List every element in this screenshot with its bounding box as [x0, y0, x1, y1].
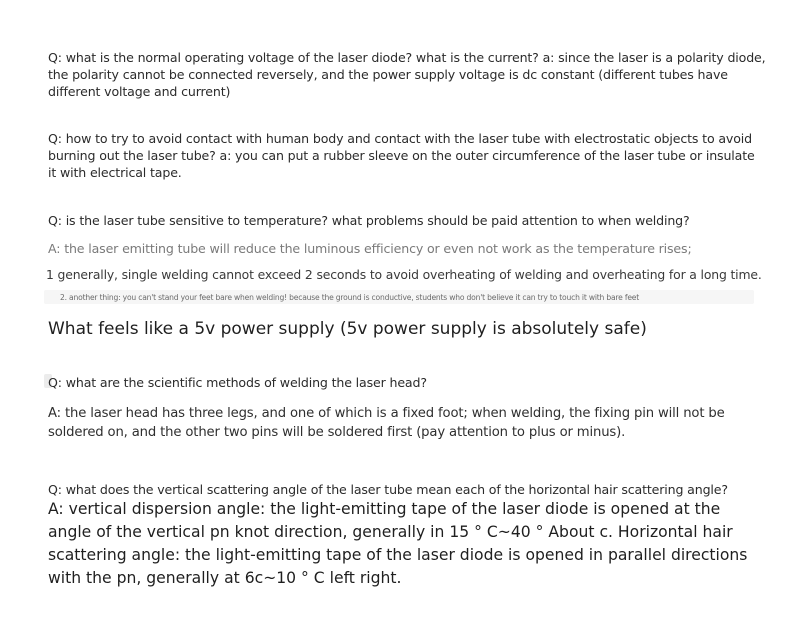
question-avoid-contact: Q: how to try to avoid contact with human body and contact with the laser tube with electrostatic objects to avoid burning out the laser tube? a: you can put a rubber sleeve on the outer circumference of the laser tube or insulate it with electrical tape.	[48, 131, 755, 180]
power-supply-statement: What feels like a 5v power supply (5v power supply is absolutely safe)	[48, 319, 647, 339]
answer-welding-methods: A: the laser head has three legs, and one of which is a fixed foot; when welding, the fixing pin will not be soldered on, and the other two pins will be soldered first (pay attention to plus or minus).	[48, 406, 725, 440]
answer-scattering-angle: A: vertical dispersion angle: the light-emitting tape of the laser diode is opened at the angle of the vertical pn knot direction, generally in 15 ° C~40 ° About c. Horizontal hair scattering angle: the light-emitting tape of the laser diode is opened in parallel directions with the pn, generally at 6c~10 ° C left right.	[48, 500, 748, 587]
question-operating-voltage: Q: what is the normal operating voltage of the laser diode? what is the current? a: since the laser is a polarity diode, the polarity cannot be connected reversely, and the power supply voltage is dc constant (different tubes have different voltage and current)	[48, 50, 766, 99]
note-welding-time: 1 generally, single welding cannot exceed 2 seconds to avoid overheating of welding and overheating for a long time.	[46, 267, 762, 282]
question-scattering-angle: Q: what does the vertical scattering angle of the laser tube mean each of the horizontal hair scattering angle?	[48, 482, 728, 497]
question-welding-methods: Q: what are the scientific methods of welding the laser head?	[48, 375, 427, 390]
answer-temperature-sensitivity: A: the laser emitting tube will reduce the luminous efficiency or even not work as the temperature rises;	[48, 241, 692, 256]
note-bare-feet: 2. another thing: you can't stand your feet bare when welding! because the ground is conductive, students who don't believe it can try to touch it with bare feet	[60, 293, 640, 302]
question-temperature-sensitivity: Q: is the laser tube sensitive to temperature? what problems should be paid attention to when welding?	[48, 213, 690, 228]
